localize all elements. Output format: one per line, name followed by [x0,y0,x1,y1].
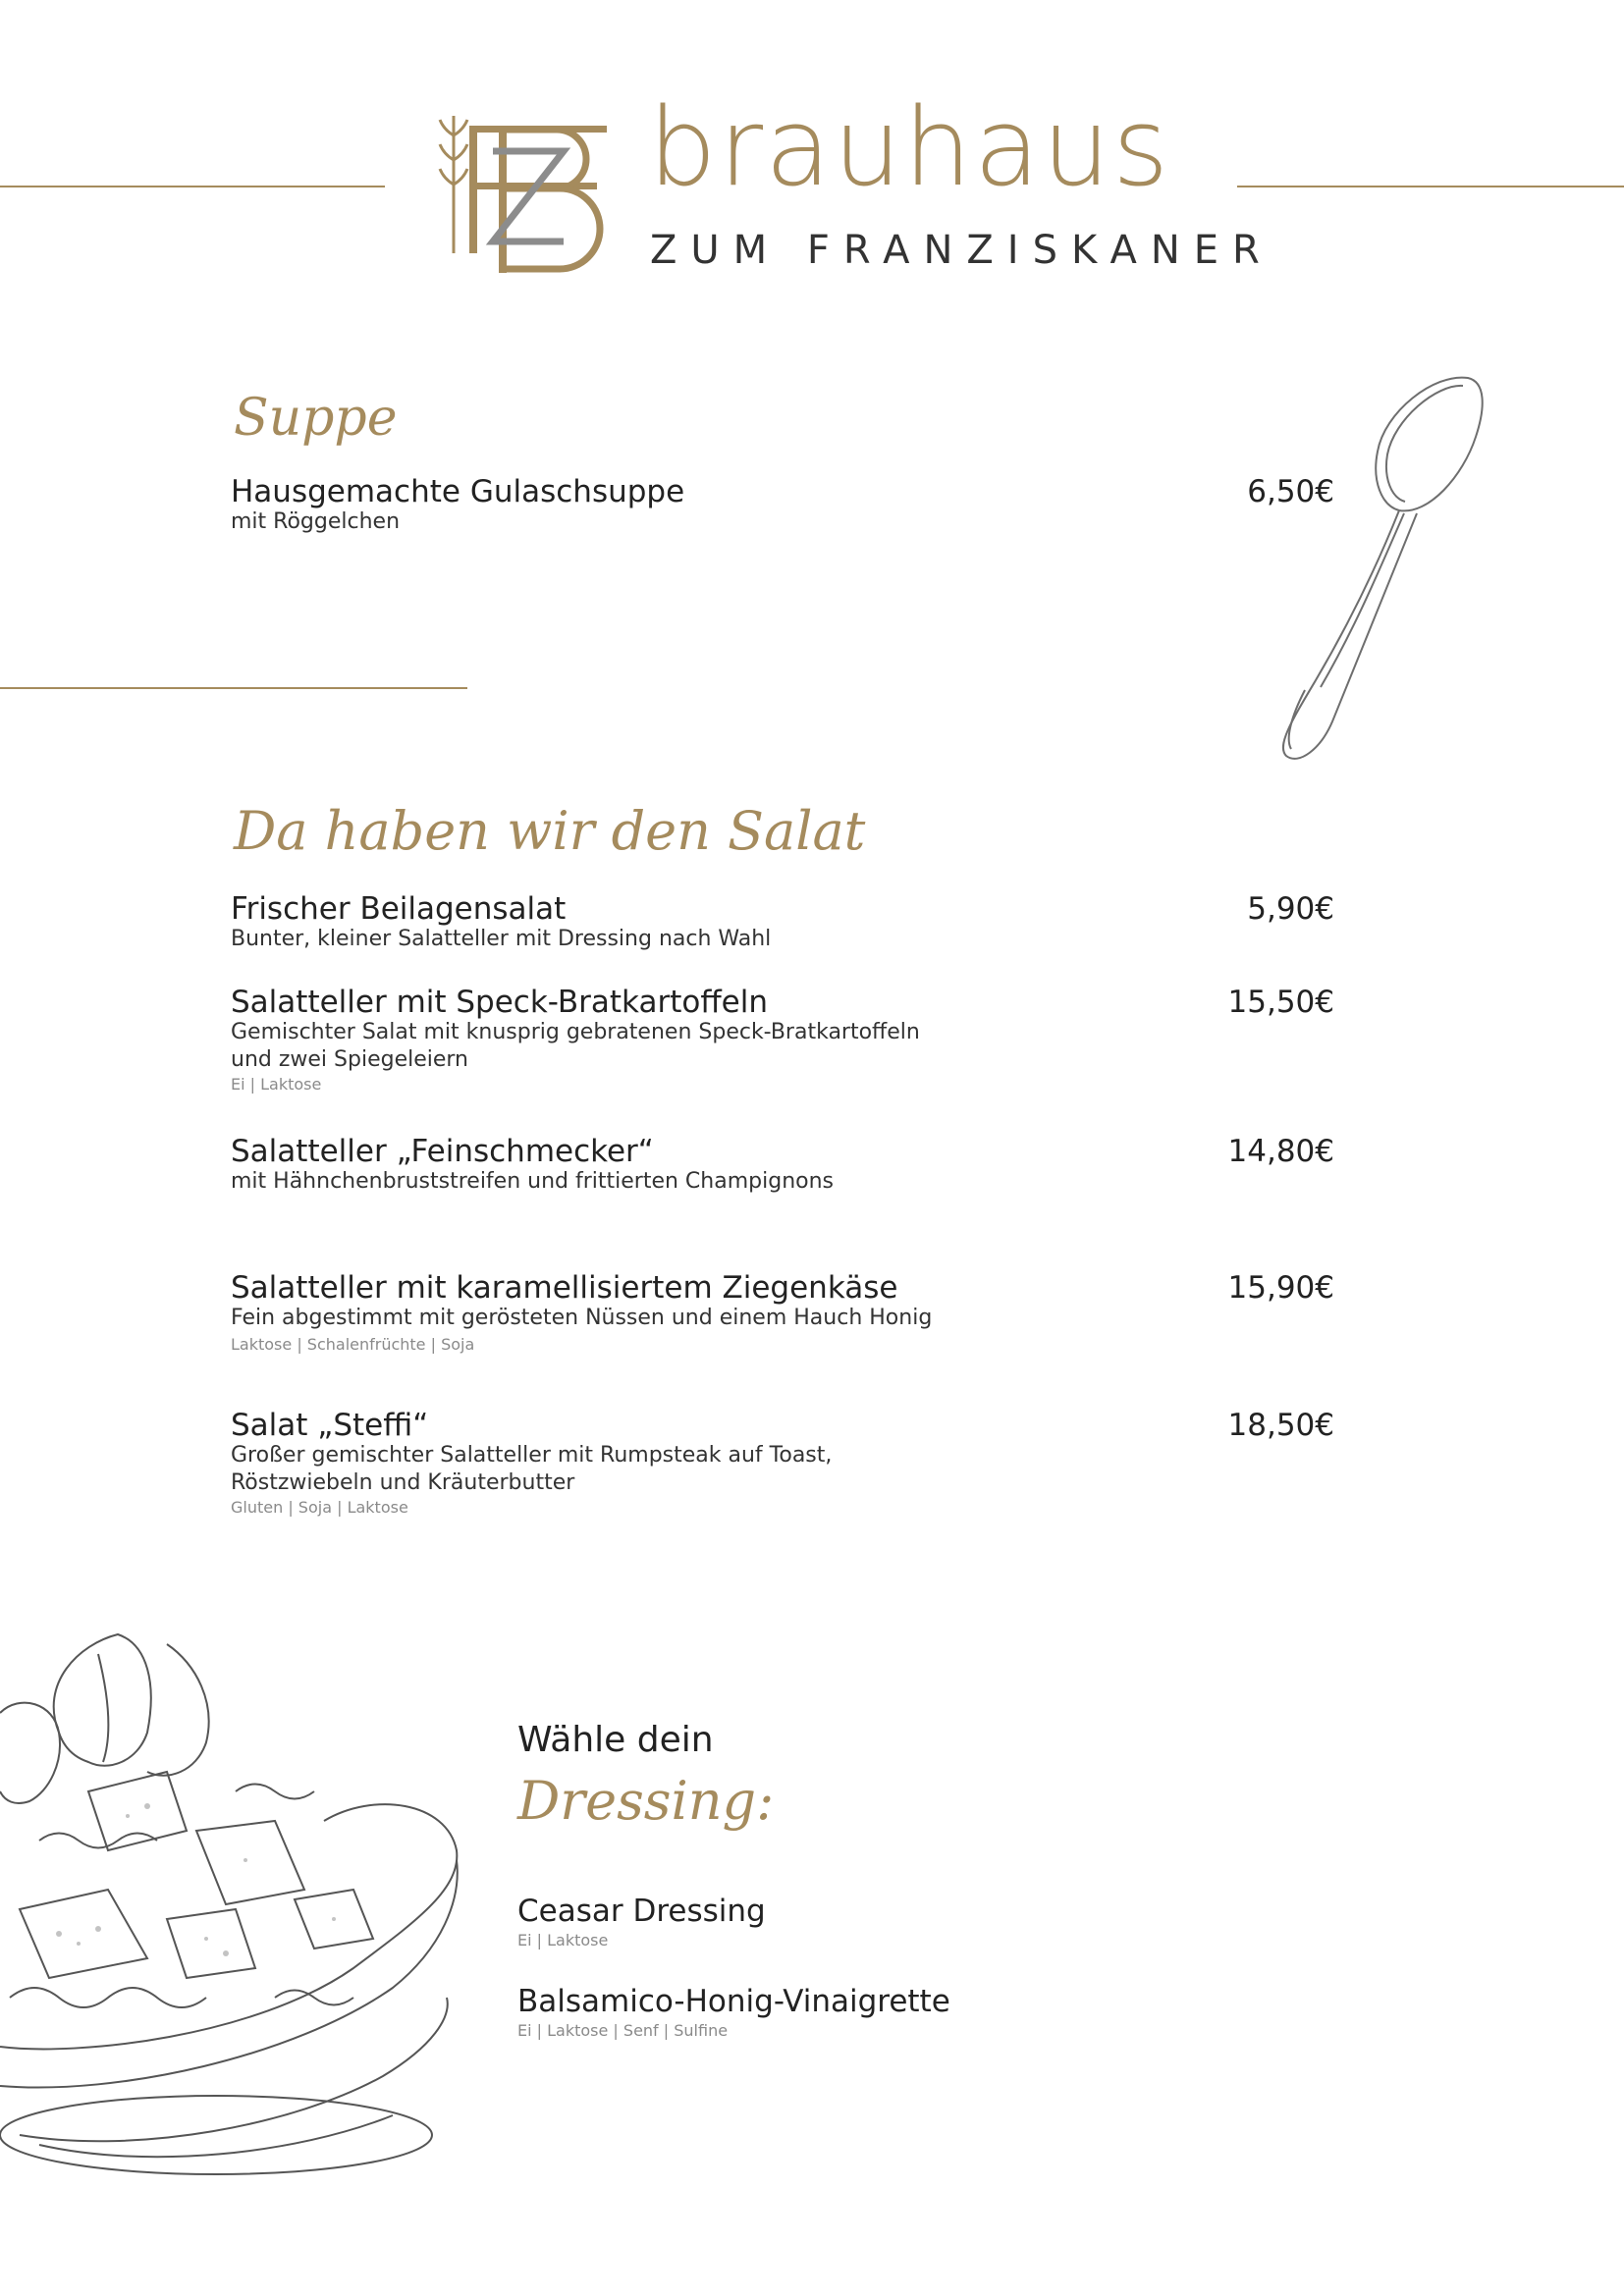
dressing-lead: Wähle dein [517,1720,714,1760]
menu-item-price: 18,50€ [1227,1408,1334,1443]
menu-item-description: Bunter, kleiner Salatteller mit Dressing nach Wahl [231,927,772,951]
menu-item-allergens: Laktose | Schalenfrüchte | Soja [231,1335,475,1354]
dressing-item-title: Balsamico-Honig-Vinaigrette [517,1984,950,2019]
menu-item-description: Gemischter Salat mit knusprig gebratenen Speck-Bratkartoffeln und zwei Spiegeleiern [231,1020,920,1072]
menu-item-description: mit Röggelchen [231,509,401,534]
menu-item-allergens: Ei | Laktose [231,1075,322,1094]
menu-item-title: Salat „Steffi“ [231,1408,429,1443]
section-title-soup: Suppe [234,389,398,448]
menu-item-price: 15,50€ [1227,985,1334,1020]
header-rule-left [0,186,385,187]
menu-item-description: Großer gemischter Salatteller mit Rumpsteak auf Toast, Röstzwiebeln und Kräuterbutter [231,1443,833,1495]
brand-subtitle: ZUM FRANZISKANER [650,228,1273,273]
brand-name: brauhaus [648,84,1171,210]
spoon-illustration [1262,368,1497,766]
section-title-salad: Da haben wir den Salat [234,800,866,862]
section-divider [0,687,467,689]
dressing-item-allergens: Ei | Laktose [517,1931,609,1949]
menu-item-title: Salatteller „Feinschmecker“ [231,1134,654,1169]
header-rule-right [1237,186,1624,187]
menu-item-price: 6,50€ [1247,474,1334,509]
dressing-item-allergens: Ei | Laktose | Senf | Sulfine [517,2021,729,2040]
menu-item-title: Frischer Beilagensalat [231,891,567,927]
menu-item-description: mit Hähnchenbruststreifen und frittierten Champignons [231,1169,835,1194]
menu-item-title: Hausgemachte Gulaschsuppe [231,474,685,509]
menu-item-description: Fein abgestimmt mit gerösteten Nüssen und einem Hauch Honig [231,1306,933,1330]
dressing-item-title: Ceasar Dressing [517,1894,766,1929]
menu-item-title: Salatteller mit karamellisiertem Ziegenkäse [231,1270,898,1306]
menu-item-price: 5,90€ [1247,891,1334,927]
salad-bowl-illustration [0,1625,471,2184]
brand-monogram-logo [432,106,614,275]
section-title-dressing: Dressing: [517,1770,775,1832]
menu-item-price: 15,90€ [1227,1270,1334,1306]
menu-item-title: Salatteller mit Speck-Bratkartoffeln [231,985,769,1020]
menu-item-allergens: Gluten | Soja | Laktose [231,1498,408,1517]
menu-item-price: 14,80€ [1227,1134,1334,1169]
